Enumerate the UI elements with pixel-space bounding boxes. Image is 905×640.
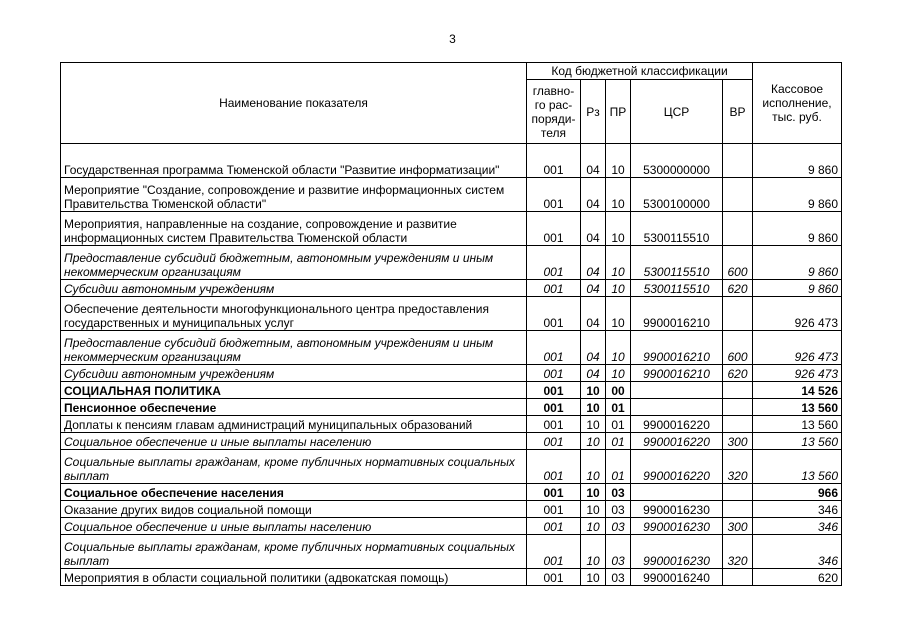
- row-admin-code: 001: [527, 212, 581, 246]
- row-vr: [723, 416, 753, 433]
- row-pr: 03: [606, 501, 631, 518]
- table-body: [61, 144, 842, 586]
- row-amount: 926 473: [753, 365, 842, 382]
- row-admin-code: 001: [527, 382, 581, 399]
- row-rz: 10: [581, 535, 606, 569]
- row-vr: [723, 212, 753, 246]
- row-csr: [631, 382, 723, 399]
- row-admin-code: 001: [527, 144, 581, 178]
- row-pr: 10: [606, 246, 631, 280]
- row-vr: [723, 144, 753, 178]
- row-name: Субсидии автономным учреждениям: [61, 365, 527, 382]
- row-csr: [631, 399, 723, 416]
- row-rz: 10: [581, 569, 606, 586]
- row-amount: 13 560: [753, 416, 842, 433]
- row-name: Предоставление субсидий бюджетным, автономным учреждениям и иным некоммерческим организациям: [61, 246, 527, 280]
- row-rz: 04: [581, 212, 606, 246]
- row-vr: 600: [723, 246, 753, 280]
- row-rz: 10: [581, 433, 606, 450]
- row-vr: [723, 297, 753, 331]
- header-rz: Рз: [581, 80, 606, 144]
- row-amount: 9 860: [753, 280, 842, 297]
- row-csr: 9900016230: [631, 535, 723, 569]
- row-pr: 10: [606, 365, 631, 382]
- row-admin-code: 001: [527, 501, 581, 518]
- row-csr: 5300115510: [631, 246, 723, 280]
- row-admin-code: 001: [527, 178, 581, 212]
- row-name: Социальные выплаты гражданам, кроме публичных нормативных социальных выплат: [61, 535, 527, 569]
- row-amount: 926 473: [753, 297, 842, 331]
- row-csr: 9900016240: [631, 569, 723, 586]
- row-csr: 9900016210: [631, 365, 723, 382]
- row-csr: 9900016230: [631, 518, 723, 535]
- row-csr: 9900016210: [631, 331, 723, 365]
- row-csr: 5300100000: [631, 178, 723, 212]
- row-vr: [723, 178, 753, 212]
- row-amount: 620: [753, 569, 842, 586]
- row-rz: 10: [581, 399, 606, 416]
- row-pr: 03: [606, 518, 631, 535]
- table-row: [61, 280, 842, 297]
- row-rz: 10: [581, 518, 606, 535]
- row-name: Мероприятия в области социальной политики (адвокатская помощь): [61, 569, 527, 586]
- row-vr: [723, 501, 753, 518]
- row-name: Социальное обеспечение и иные выплаты населению: [61, 433, 527, 450]
- row-csr: 5300115510: [631, 212, 723, 246]
- row-amount: 13 560: [753, 433, 842, 450]
- row-admin-code: 001: [527, 365, 581, 382]
- row-csr: 9900016220: [631, 416, 723, 433]
- row-pr: 01: [606, 450, 631, 484]
- row-rz: 04: [581, 365, 606, 382]
- header-name: Наименование показателя: [61, 63, 527, 144]
- row-csr: [631, 484, 723, 501]
- row-rz: 04: [581, 144, 606, 178]
- row-amount: 9 860: [753, 212, 842, 246]
- row-amount: 13 560: [753, 450, 842, 484]
- row-vr: 320: [723, 450, 753, 484]
- row-csr: 5300000000: [631, 144, 723, 178]
- row-admin-code: 001: [527, 569, 581, 586]
- row-vr: [723, 399, 753, 416]
- row-vr: 300: [723, 518, 753, 535]
- row-rz: 04: [581, 246, 606, 280]
- header-code-group: Код бюджетной классификации: [527, 63, 753, 80]
- row-amount: 13 560: [753, 399, 842, 416]
- row-vr: 620: [723, 365, 753, 382]
- header-csr: ЦСР: [631, 80, 723, 144]
- row-pr: 01: [606, 399, 631, 416]
- row-amount: 9 860: [753, 246, 842, 280]
- table-row: [61, 433, 842, 450]
- row-csr: 5300115510: [631, 280, 723, 297]
- header-admin: главно-го рас-поряди-теля: [527, 80, 581, 144]
- row-csr: 9900016230: [631, 501, 723, 518]
- row-amount: 926 473: [753, 331, 842, 365]
- row-admin-code: 001: [527, 450, 581, 484]
- row-admin-code: 001: [527, 297, 581, 331]
- header-pr: ПР: [606, 80, 631, 144]
- row-pr: 10: [606, 297, 631, 331]
- row-rz: 04: [581, 280, 606, 297]
- row-admin-code: 001: [527, 518, 581, 535]
- row-csr: 9900016220: [631, 433, 723, 450]
- row-amount: 9 860: [753, 178, 842, 212]
- header-vr: ВР: [723, 80, 753, 144]
- row-name: Социальные выплаты гражданам, кроме публичных нормативных социальных выплат: [61, 450, 527, 484]
- row-name: Оказание других видов социальной помощи: [61, 501, 527, 518]
- table-row: [61, 501, 842, 518]
- row-admin-code: 001: [527, 246, 581, 280]
- row-csr: 9900016220: [631, 450, 723, 484]
- row-pr: 03: [606, 484, 631, 501]
- row-name: Мероприятие "Создание, сопровождение и развитие информационных систем Правительства Тюменской области": [61, 178, 527, 212]
- row-admin-code: 001: [527, 331, 581, 365]
- row-name: Обеспечение деятельности многофункционального центра предоставления государственных и муниципальных услуг: [61, 297, 527, 331]
- row-name: Доплаты к пенсиям главам администраций муниципальных образований: [61, 416, 527, 433]
- page-number: 3: [449, 32, 456, 46]
- table-row: [61, 246, 842, 280]
- row-rz: 04: [581, 331, 606, 365]
- row-rz: 10: [581, 382, 606, 399]
- row-amount: 14 526: [753, 382, 842, 399]
- row-pr: 10: [606, 144, 631, 178]
- row-pr: 01: [606, 433, 631, 450]
- row-name: Социальное обеспечение населения: [61, 484, 527, 501]
- row-admin-code: 001: [527, 399, 581, 416]
- header-amount: Кассовое исполнение, тыс. руб.: [753, 63, 842, 144]
- row-vr: 300: [723, 433, 753, 450]
- row-vr: 600: [723, 331, 753, 365]
- budget-table: [60, 62, 842, 586]
- row-admin-code: 001: [527, 433, 581, 450]
- row-name: СОЦИАЛЬНАЯ ПОЛИТИКА: [61, 382, 527, 399]
- row-pr: 10: [606, 331, 631, 365]
- table-row: [61, 297, 842, 331]
- row-name: Социальное обеспечение и иные выплаты населению: [61, 518, 527, 535]
- row-pr: 03: [606, 535, 631, 569]
- row-pr: 01: [606, 416, 631, 433]
- row-rz: 04: [581, 178, 606, 212]
- row-name: Предоставление субсидий бюджетным, автономным учреждениям и иным некоммерческим организациям: [61, 331, 527, 365]
- row-rz: 04: [581, 297, 606, 331]
- row-pr: 10: [606, 280, 631, 297]
- table-row: [61, 212, 842, 246]
- row-csr: 9900016210: [631, 297, 723, 331]
- table-row: [61, 178, 842, 212]
- table-row: [61, 484, 842, 501]
- row-vr: [723, 484, 753, 501]
- row-rz: 10: [581, 501, 606, 518]
- row-amount: 346: [753, 535, 842, 569]
- row-name: Субсидии автономным учреждениям: [61, 280, 527, 297]
- row-pr: 03: [606, 569, 631, 586]
- row-vr: 320: [723, 535, 753, 569]
- row-name: Пенсионное обеспечение: [61, 399, 527, 416]
- row-name: Государственная программа Тюменской области "Развитие информатизации": [61, 144, 527, 178]
- row-pr: 10: [606, 212, 631, 246]
- row-pr: 10: [606, 178, 631, 212]
- row-name: Мероприятия, направленные на создание, сопровождение и развитие информационных систем Правительства Тюменской области: [61, 212, 527, 246]
- row-amount: 346: [753, 501, 842, 518]
- row-admin-code: 001: [527, 484, 581, 501]
- table-row: [61, 450, 842, 484]
- table-row: [61, 365, 842, 382]
- row-rz: 10: [581, 484, 606, 501]
- table-row: [61, 144, 842, 178]
- table-row: [61, 416, 842, 433]
- table-row: [61, 331, 842, 365]
- row-vr: [723, 382, 753, 399]
- table-row: [61, 518, 842, 535]
- row-admin-code: 001: [527, 535, 581, 569]
- row-vr: [723, 569, 753, 586]
- row-rz: 10: [581, 450, 606, 484]
- table-row: [61, 399, 842, 416]
- table-row: [61, 569, 842, 586]
- table-row: [61, 382, 842, 399]
- row-admin-code: 001: [527, 280, 581, 297]
- row-amount: 9 860: [753, 144, 842, 178]
- row-rz: 10: [581, 416, 606, 433]
- row-pr: 00: [606, 382, 631, 399]
- row-amount: 966: [753, 484, 842, 501]
- row-vr: 620: [723, 280, 753, 297]
- row-admin-code: 001: [527, 416, 581, 433]
- table-row: [61, 535, 842, 569]
- row-amount: 346: [753, 518, 842, 535]
